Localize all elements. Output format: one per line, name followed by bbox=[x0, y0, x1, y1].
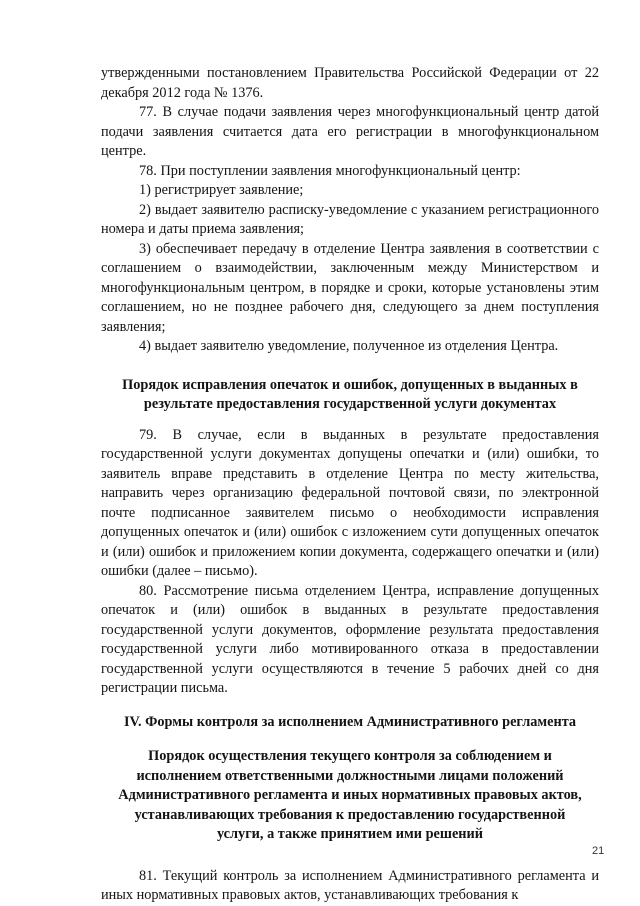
paragraph-80: 80. Рассмотрение письма отделением Центра, исправление допущенных опечаток и (или) ошибок в выданных в результате предоставления государственной услуги документов, оформление результата предоставления государственной услуги либо мотивированного отказа в предоставлении государственной услуги осуществляются в течение 5 рабочих дней со дня регистрации письма. bbox=[101, 582, 599, 696]
heading-line: устанавливающих требования к предоставлению государственной bbox=[134, 806, 566, 823]
heading-line: исполнением ответственными должностными лицами положений bbox=[136, 767, 564, 784]
heading-line: результате предоставления государственной услуги документах bbox=[143, 395, 557, 412]
paragraph-77: 77. В случае подачи заявления через многофункциональный центр датой подачи заявления считается дата его регистрации в многофункциональном центре. bbox=[101, 104, 599, 159]
paragraph-78-item-1: 1) регистрирует заявление; bbox=[139, 182, 304, 198]
page-content bbox=[101, 64, 599, 906]
paragraph-78-item-4: 4) выдает заявителю уведомление, полученное из отделения Центра. bbox=[139, 338, 559, 354]
heading-line: Порядок осуществления текущего контроля за соблюдением и bbox=[148, 748, 552, 764]
heading-error-correction bbox=[101, 376, 599, 414]
heading-line: услуги, а также принятием ими решений bbox=[216, 826, 484, 842]
heading-line: Административного регламента и иных нормативных правовых актов, bbox=[118, 787, 582, 803]
paragraph-intro: утвержденными постановлением Правительства Российской Федерации от 22 декабря 2012 года № 1376. bbox=[101, 65, 599, 101]
section-heading-iv: IV. Формы контроля за исполнением Административного регламента bbox=[123, 713, 577, 730]
paragraph-78: 78. При поступлении заявления многофункциональный центр: bbox=[139, 162, 521, 179]
paragraph-81: 81. Текущий контроль за исполнением Административного регламента и иных нормативных правовых актов, устанавливающих требования к bbox=[101, 867, 599, 903]
paragraph-79: 79. В случае, если в выданных в результате предоставления государственной услуги документах допущены опечатки и (или) ошибки, то заявитель вправе представить в отделение Центра по месту жительства, направить через организацию федеральной почтовой связи, по электронной почте подписанное заявителем письмо о необходимости исправления допущенных опечаток и (или) ошибок с изложением сути допущенных опечаток и (или) ошибок и приложением копии документа, содержащего опечатки и (или) ошибки (далее – письмо). bbox=[101, 426, 599, 579]
heading-line: Порядок исправления опечаток и ошибок, допущенных в выданных в bbox=[122, 376, 578, 393]
paragraph-78-item-3: 3) обеспечивает передачу в отделение Центра заявления в соответствии с соглашением о взаимодействии, заключенным между Министерством и многофункциональным центром, в порядке и сроки, которые установлены этим соглашением, но не позднее рабочего дня, следующего за днем поступления заявления; bbox=[101, 240, 599, 335]
heading-current-control bbox=[101, 747, 599, 845]
paragraph-78-item-2: 2) выдает заявителю расписку-уведомление с указанием регистрационного номера и даты приема заявления; bbox=[101, 201, 599, 237]
page-number: 21 bbox=[592, 845, 605, 857]
